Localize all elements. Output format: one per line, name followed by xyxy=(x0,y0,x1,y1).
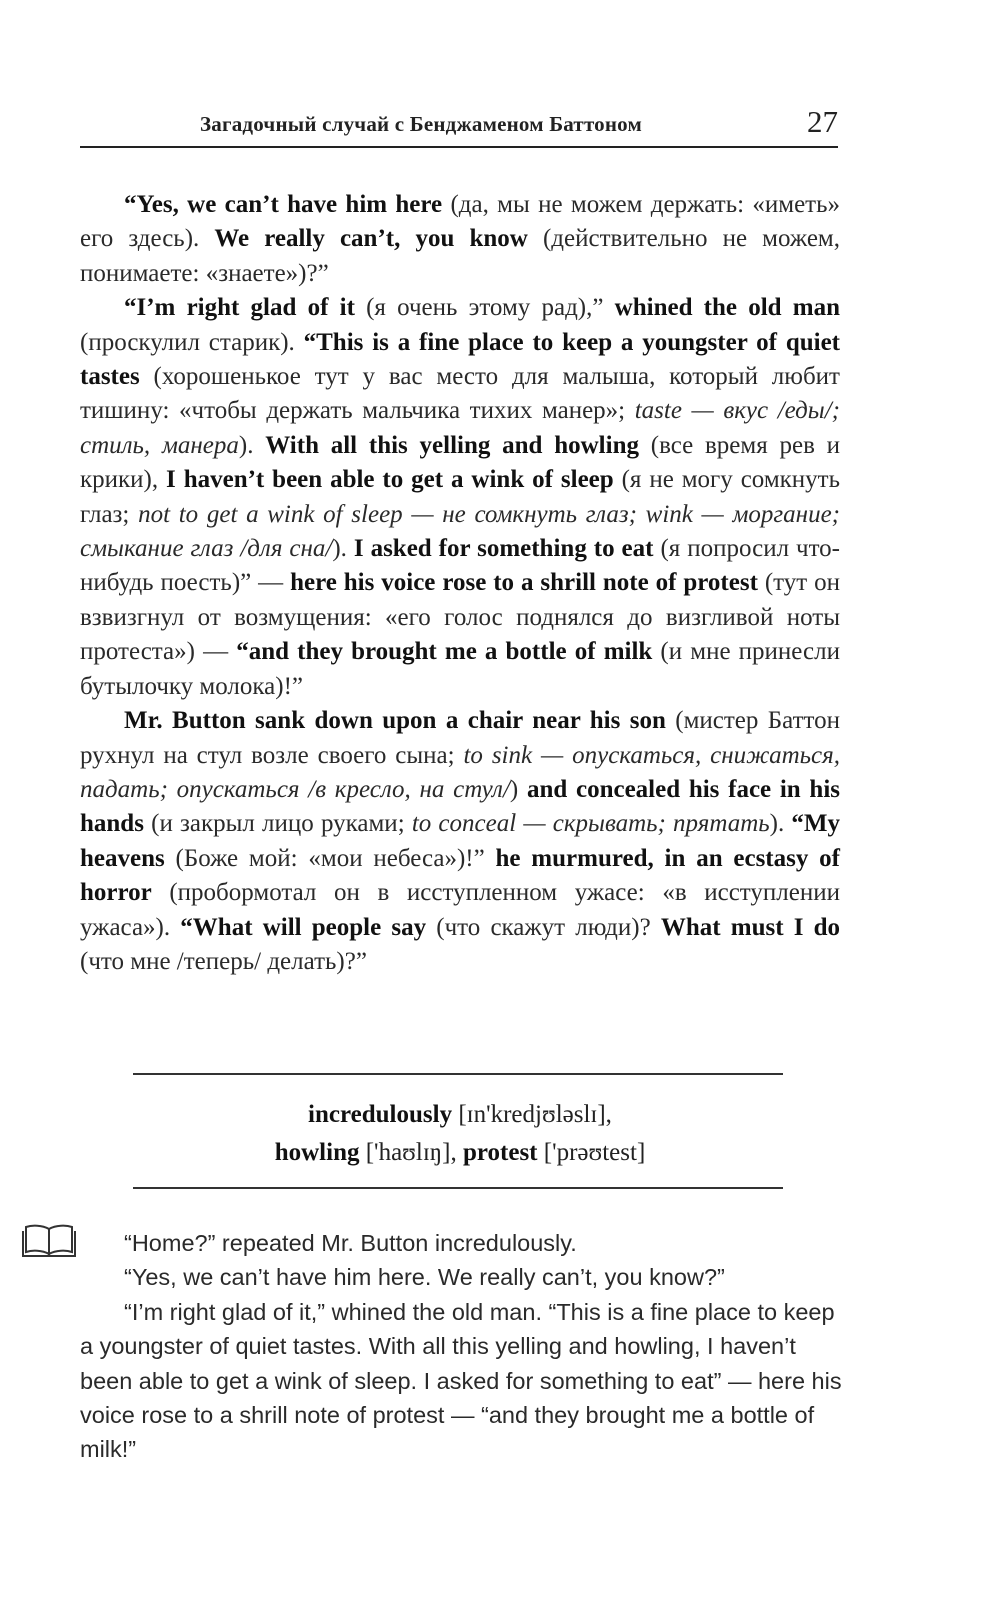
translation-text: ). xyxy=(332,535,354,563)
english-phrase: he murmured, in an ecstasy of horror xyxy=(80,844,840,907)
english-phrase: and concealed his face in his hands xyxy=(80,775,840,838)
english-phrase: What must I do xyxy=(660,913,840,941)
english-phrase: I haven’t been able to get a wink of sleep xyxy=(166,466,614,494)
page-number: 27 xyxy=(807,104,838,139)
divider-top xyxy=(133,1073,783,1075)
english-phrase: “I’m right glad of it xyxy=(124,294,355,322)
translation-text: (мистер Баттон рухнул на стул возле своего сына; xyxy=(80,707,840,769)
translation-text: (все время рев и крики), xyxy=(80,431,841,494)
vocabulary-note: to conceal — скрывать; прятать xyxy=(411,810,770,838)
vocabulary-note: not to get a wink of sleep — не сомкнуть глаз; wink — моргание; смыкание глаз /для сна/ xyxy=(80,500,840,563)
english-phrase: “Yes, we can’t have him here xyxy=(124,191,443,218)
vocabulary-note: taste — вкус /еды/; стиль, манера xyxy=(80,397,840,459)
translation-text: (действительно не можем, понимаете: «знаете»)?” xyxy=(80,225,840,287)
translation-text: (и мне принесли бутылочку молока)!” xyxy=(80,638,840,700)
translation-text: ['haʊlɪŋ], xyxy=(359,1139,463,1166)
translation-text: (что мне /теперь/ делать)?” xyxy=(80,947,367,975)
english-phrase: whined the old man xyxy=(614,294,840,322)
english-paragraph: “Yes, we can’t have him here. We really can’t, you know?” xyxy=(124,1264,725,1291)
translation-text: (проскулил старик). xyxy=(80,328,304,356)
translation-text: (пробормотал он в исступленном ужасе: «в исступлении ужаса»). xyxy=(80,879,840,941)
bilingual-text xyxy=(80,188,840,979)
english-phrase: I asked for something to eat xyxy=(353,535,654,563)
paragraph xyxy=(80,704,840,979)
english-phrase: “My heavens xyxy=(80,810,840,872)
translation-text: (что скажут люди)? xyxy=(426,913,661,941)
english-phrase: “What will people say xyxy=(180,913,427,941)
vocabulary-line xyxy=(80,1134,840,1172)
english-phrase: here his voice rose to a shrill note of protest xyxy=(290,569,758,597)
english-paragraph: “Home?” repeated Mr. Button incredulously. xyxy=(124,1230,577,1256)
translation-text: [ɪn'kredjʊləslɪ], xyxy=(452,1101,612,1128)
translation-text: (Боже мой: «мои небеса»)!” xyxy=(164,844,496,872)
translation-text: (хорошенькое тут у вас место для малыша, который любит тишину: «чтобы держать мальчика тихих манер»; xyxy=(80,363,840,425)
english-phrase: incredulously xyxy=(308,1101,453,1128)
divider-bottom xyxy=(133,1187,783,1189)
translation-text: (я очень этому рад),” xyxy=(354,294,615,322)
english-phrase: “and they brought me a bottle of milk xyxy=(236,638,653,666)
english-paragraph: “I’m right glad of it,” whined the old man. “This is a fine place to keep a youngster of quiet tastes. With all this yelling and howling, I haven’t been able to get a wink of sleep. I asked for something to eat” — here his voice rose to a shrill note of protest — “and they brought me a bottle of milk!” xyxy=(80,1298,842,1463)
english-phrase: howling xyxy=(274,1139,360,1166)
english-phrase: Mr. Button sank down upon a chair near his son xyxy=(124,707,666,735)
running-header xyxy=(80,104,838,148)
english-phrase: protest xyxy=(462,1139,538,1166)
english-phrase: With all this yelling and howling xyxy=(265,431,639,459)
paragraph xyxy=(80,291,840,704)
translation-text: (тут он взвизгнул от возмущения: «его голос поднялся до визгливой ноты протеста») — xyxy=(80,569,840,666)
paragraph xyxy=(80,188,840,291)
translation-text: ['prəʊtest] xyxy=(537,1139,646,1166)
translation-text: (да, мы не можем держать: «иметь» его здесь). xyxy=(80,191,840,253)
open-book-icon xyxy=(22,1222,76,1258)
translation-text: (я не могу сомкнуть глаз; xyxy=(80,466,840,528)
translation-text: ). xyxy=(238,431,266,459)
translation-text: ) xyxy=(509,775,527,803)
vocabulary-line xyxy=(80,1096,840,1134)
translation-text: ). xyxy=(769,810,792,838)
vocabulary-block xyxy=(80,1096,840,1172)
english-original-text xyxy=(80,1226,842,1467)
english-phrase: We really can’t, you know xyxy=(214,225,528,253)
running-title: Загадочный случай с Бенджаменом Баттоном xyxy=(200,112,642,136)
vocabulary-note: to sink — опускаться, снижаться, падать; опускаться /в кресло, на стул/ xyxy=(80,741,840,803)
translation-text: (я попросил что-нибудь поесть)” — xyxy=(80,535,840,597)
english-phrase: “This is a fine place to keep a youngster of quiet tastes xyxy=(80,328,840,391)
translation-text: (и закрыл лицо руками; xyxy=(143,810,412,838)
